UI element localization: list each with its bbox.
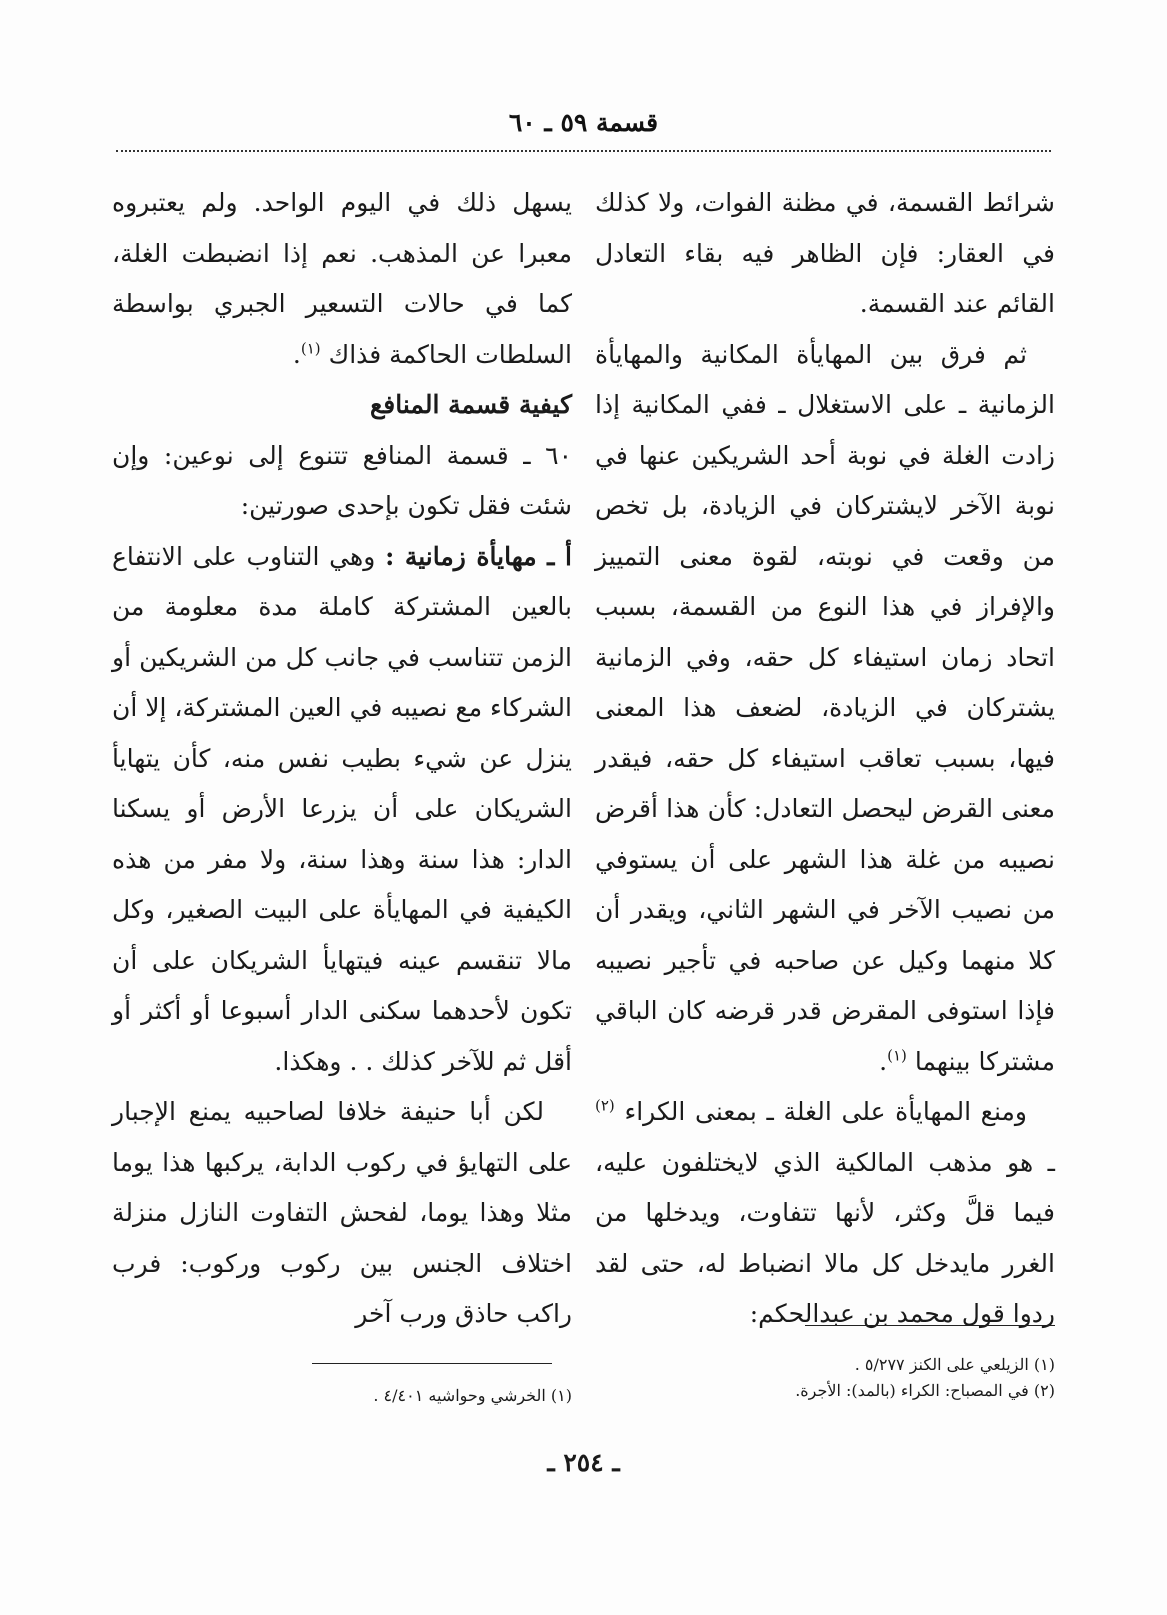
right-paragraph-3 (595, 1087, 1055, 1340)
right-paragraph-1: شرائط القسمة، في مظنة الفوات، ولا كذلك في العقار: فإن الظاهر فيه بقاء التعادل القائم عند القسمة. (595, 188, 1055, 318)
left-paragraph-1-end: . (292, 339, 301, 369)
right-paragraph-3-text: ـ هو مذهب المالكية الذي لايختلفون عليه، فيما قلَّ وكثر، لأنها تتفاوت، ويدخلها من الغرر مايدخل كل مالا انضباط له، حتى لقد ردوا قول محمد بن عبدالحكم: (595, 1147, 1055, 1328)
footnote-ref-2: (٢) (595, 1096, 615, 1115)
footnote-right-1: (١) الزيلعي على الكنز ٥/٢٧٧ . (854, 1355, 1055, 1374)
left-paragraph-4: لكن أبا حنيفة خلافا لصاحبيه يمنع الإجبار على التهايؤ في ركوب الدابة، يركبها هذا يوما مثلا وهذا يوما، لفحش التفاوت النازل منزلة اختلاف الجنس بين ركوب وركوب: فرب راكب حاذق ورب آخر (112, 1097, 572, 1328)
footnotes-right (595, 1352, 1055, 1404)
footnote-ref-left-1: (١) (300, 339, 321, 358)
left-paragraph-1-text: يسهل ذلك في اليوم الواحد. ولم يعتبروه معبرا عن المذهب. نعم إذا انضبطت الغلة، كما في حالات التسعير الجبري بواسطة السلطات الحاكمة فذاك (112, 188, 572, 369)
left-paragraph-2: ٦٠ ـ قسمة المنافع تتنوع إلى نوعين: وإن شئت فقل تكون بإحدى صورتين: (112, 440, 572, 520)
left-column (112, 178, 572, 1340)
right-paragraph-3-start: ومنع المهايأة على الغلة ـ بمعنى الكراء (624, 1097, 1027, 1126)
footnote-rule-right (805, 1325, 1055, 1326)
right-column (595, 178, 1055, 1340)
footnote-rule-left (312, 1363, 552, 1364)
footnote-left-1: (١) الخرشي وحواشيه ٤/٤٠١ . (373, 1386, 572, 1405)
footnote-ref-1: (١) (887, 1046, 907, 1065)
left-paragraph-3-text: وهي التناوب على الانتفاع بالعين المشتركة كاملة مدة معلومة من الزمن تتناسب في جانب كل من الشريكين أو الشركاء مع نصيبه في العين المشتركة، إلا أن ينزل عن شيء بطيب نفس منه، كأن يتهايأ الشريكان على أن يزرعا الأرض أو يسكنا الدار: هذا سنة وهذا سنة، ولا مفر من هذه الكيفية في المهايأة على البيت الصغير، وكل مالا تنقسم عينه فيتهايأ الشريكان على أن تكون لأحدهما سكنى الدار أسبوعا أو أكثر أو أقل ثم للآخر كذلك . . وهكذا. (112, 541, 572, 1076)
footnotes-left (112, 1383, 572, 1409)
running-header: قسمة ٥٩ ـ ٦٠ (508, 108, 659, 137)
right-paragraph-2 (595, 330, 1055, 1088)
left-paragraph-3 (112, 532, 572, 1088)
left-paragraph-1 (112, 178, 572, 380)
section-heading: كيفية قسمة المنافع (370, 390, 572, 419)
right-paragraph-2-end: . (879, 1046, 888, 1076)
page-number: ـ ٢٥٤ ـ (547, 1448, 620, 1477)
header-dotted-rule (116, 150, 1051, 152)
item-label-a: أ ـ مهايأة زمانية : (385, 541, 572, 571)
right-paragraph-2-text: ثم فرق بين المهايأة المكانية والمهايأة الزمانية ـ على الاستغلال ـ ففي المكانية إذا زادت الغلة في نوبة أحد الشريكين عنها في نوبة الآخر لايشتركان في الزيادة، بل تخص من وقعت في نوبته، لقوة معنى التمييز والإفراز في هذا النوع من القسمة، بسبب اتحاد زمان استيفاء كل حقه، وفي الزمانية يشتركان في الزيادة، لضعف هذا المعنى فيها، بسبب تعاقب استيفاء كل حقه، فيقدر معنى القرض ليحصل التعادل: كأن هذا أقرض نصيبه من غلة هذا الشهر على أن يستوفي من نصيب الآخر في الشهر الثاني، ويقدر أن كلا منهما وكيل عن صاحبه في تأجير نصيبه فإذا استوفى المقرض قدر قرضه كان الباقي مشتركا بينهما (595, 339, 1055, 1076)
footnote-right-2: (٢) في المصباح: الكراء (بالمد): الأجرة. (795, 1381, 1055, 1400)
